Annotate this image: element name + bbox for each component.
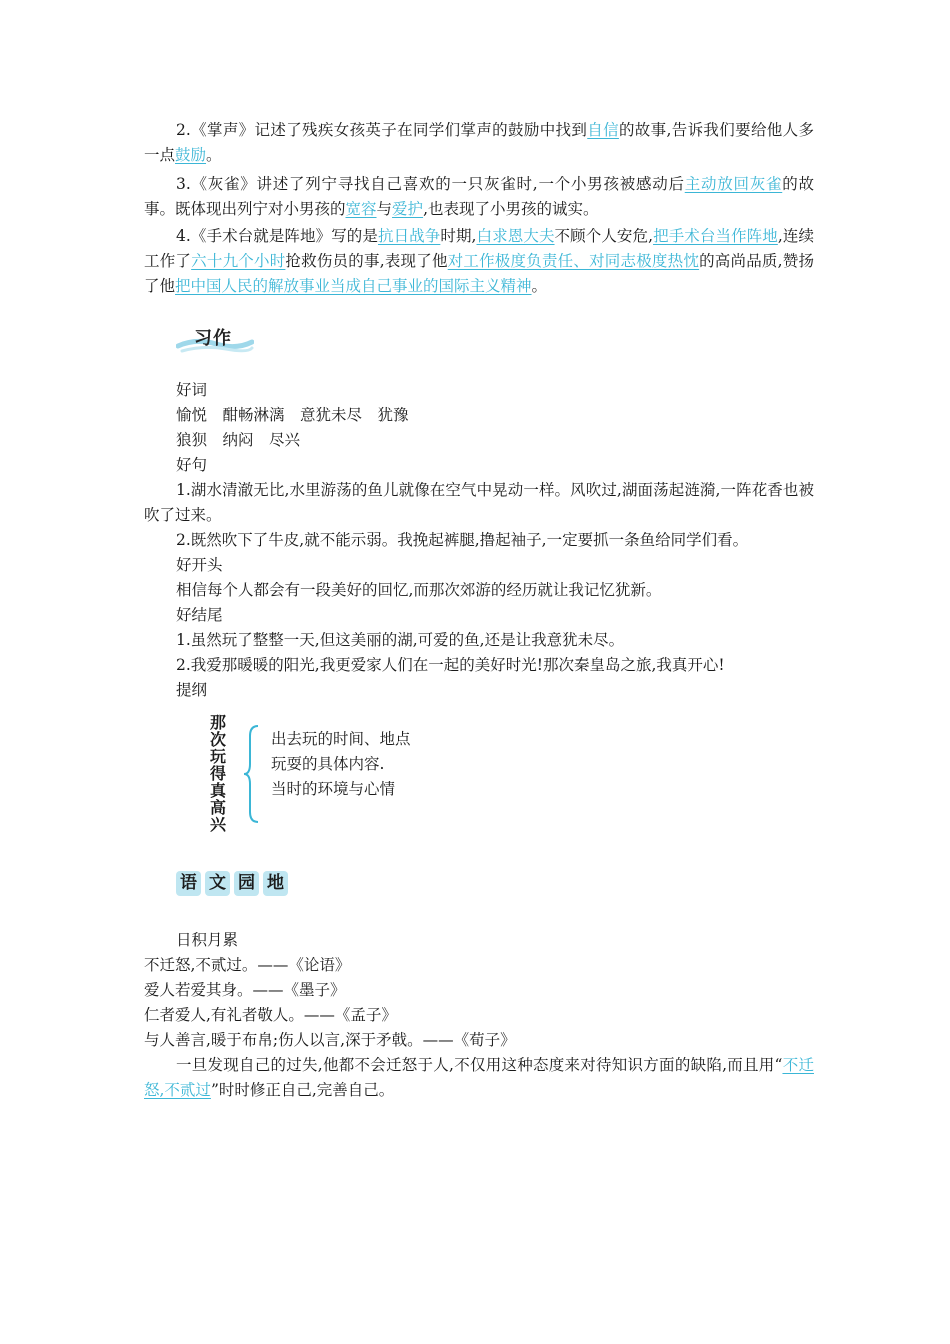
text: 不顾个人安危,: [554, 227, 654, 245]
answer-blank: 对工作极度负责任、对同志极度热忱: [447, 252, 700, 270]
answer-blank: 六十九个小时: [191, 252, 286, 270]
outline-item: 当时的环境与心情: [271, 780, 396, 798]
text: ”时时修正自己,完善自己。: [210, 1081, 395, 1099]
text: 时期,: [440, 227, 477, 245]
ending-text: 2.我爱那暖暖的阳光,我更爱家人们在一起的美好时光!那次秦皇岛之旅,我真开心!: [176, 656, 725, 674]
answer-blank: 不迁怒,不贰过: [144, 1056, 814, 1099]
quote: 爱人若爱其身。——《墨子》: [144, 981, 346, 999]
text: 的高尚品质,赞扬了他: [144, 252, 814, 295]
text: 的故事,告诉我们要给他人多一点: [144, 121, 814, 164]
text: 4.《手术台就是阵地》写的是: [176, 227, 378, 245]
outline-item: 玩耍的具体内容.: [271, 755, 385, 773]
answer-blank: 宽容: [345, 200, 377, 218]
opening-label: 好开头: [176, 556, 223, 574]
garden-heading-char: 园: [234, 871, 259, 896]
answer-blank: 主动放回灰雀: [684, 175, 783, 193]
sentence: 1.湖水清澈无比,水里游荡的鱼儿就像在空气中晃动一样。风吹过,湖面荡起涟漪,一阵花香也被吹了过来。: [144, 481, 814, 524]
quote: 与人善言,暖于布帛;伤人以言,深于矛戟。——《荀子》: [144, 1031, 516, 1049]
explanation: [144, 1053, 814, 1103]
answer-blank: 抗日战争: [377, 227, 441, 245]
good-words-label: 好词: [176, 381, 208, 399]
ending-text: 1.虽然玩了整整一天,但这美丽的湖,可爱的鱼,还是让我意犹未尽。: [176, 631, 625, 649]
ending-label: 好结尾: [176, 606, 223, 624]
answer-blank: 鼓励: [175, 146, 207, 164]
quote: 仁者爱人,有礼者敬人。——《孟子》: [144, 1006, 397, 1024]
outline-item: 出去玩的时间、地点: [271, 730, 411, 748]
lesson-item-4: [144, 224, 814, 299]
garden-heading-char: 文: [205, 871, 230, 896]
lesson-item-3: [144, 172, 814, 222]
answer-blank: 把手术台当作阵地: [653, 227, 778, 245]
text: 的故事。既体现出列宁对小男孩的: [144, 175, 814, 218]
words-line: 狼狈 纳闷 尽兴: [176, 431, 301, 449]
opening-text: 相信每个人都会有一段美好的回忆,而那次郊游的经历就让我记忆犹新。: [176, 581, 662, 599]
brace-icon: [242, 724, 260, 824]
quote: 不迁怒,不贰过。——《论语》: [144, 956, 351, 974]
text: 。: [531, 277, 548, 295]
text: ,也表现了小男孩的诚实。: [423, 200, 599, 218]
words-line: 愉悦 酣畅淋漓 意犹未尽 犹豫: [176, 406, 409, 424]
text: 一旦发现自己的过失,他都不会迁怒于人,不仅用这种态度来对待知识方面的缺陷,而且用“: [176, 1056, 783, 1074]
garden-heading-char: 语: [176, 871, 201, 896]
composition-heading-text: 习作: [194, 328, 232, 349]
text: 2.《掌声》记述了残疾女孩英子在同学们掌声的鼓励中找到: [176, 121, 588, 139]
text: 3.《灰雀》讲述了列宁寻找自己喜欢的一只灰雀时,一个小男孩被感动后: [176, 175, 685, 193]
text: 。: [206, 146, 222, 164]
outline-label: 提纲: [176, 681, 208, 699]
answer-blank: 白求恩大夫: [476, 227, 555, 245]
lesson-item-2: [144, 118, 814, 168]
text: ,连续工作了: [144, 227, 814, 270]
garden-heading-char: 地: [263, 871, 288, 896]
garden-heading: [176, 871, 292, 896]
outline-title: 那次玩得真高兴: [209, 713, 226, 834]
composition-heading: [176, 322, 256, 356]
text: 与: [376, 200, 393, 218]
text: 抢救伤员的事,表现了他: [285, 252, 448, 270]
answer-blank: 把中国人民的解放事业当成自己事业的国际主义精神: [175, 277, 532, 295]
answer-blank: 自信: [587, 121, 619, 139]
good-sentences-label: 好句: [176, 456, 208, 474]
sentence: 2.既然吹下了牛皮,就不能示弱。我挽起裤腿,撸起袖子,一定要抓一条鱼给同学们看。: [176, 531, 749, 549]
answer-blank: 爱护: [392, 200, 424, 218]
section-label: 日积月累: [176, 931, 239, 949]
